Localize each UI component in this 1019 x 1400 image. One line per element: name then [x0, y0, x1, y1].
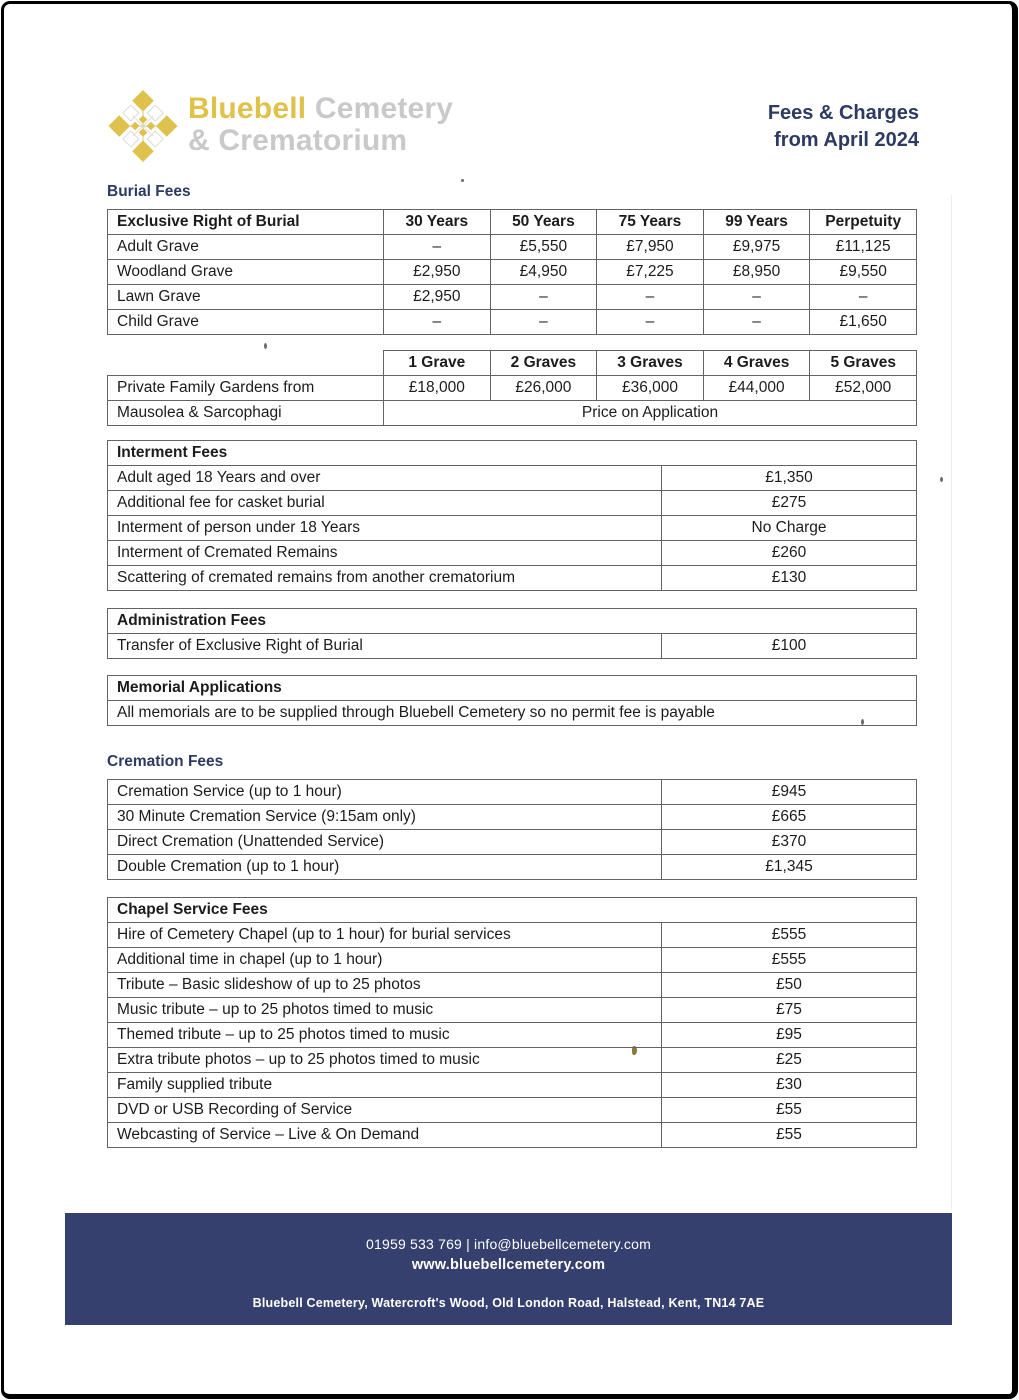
column-header: 30 Years [384, 210, 491, 235]
fee-value: £75 [662, 998, 917, 1023]
fee-value: £95 [662, 1023, 917, 1048]
fee-value: £9,975 [703, 235, 810, 260]
fee-row [108, 830, 917, 855]
fee-row [108, 1073, 917, 1098]
column-header: 50 Years [490, 210, 597, 235]
fee-row [108, 948, 917, 973]
fee-value: £50 [662, 973, 917, 998]
table-title-row [108, 898, 917, 923]
fee-label: Cremation Service (up to 1 hour) [108, 780, 662, 805]
fee-row [108, 491, 917, 516]
fee-value: £5,550 [490, 235, 597, 260]
fee-label: Themed tribute – up to 25 photos timed to music [108, 1023, 662, 1048]
fee-label: Extra tribute photos – up to 25 photos timed to music [108, 1048, 662, 1073]
fee-value: £1,350 [662, 466, 917, 491]
fee-value: £555 [662, 948, 917, 973]
fee-value: £2,950 [384, 285, 491, 310]
fee-row [108, 285, 917, 310]
fee-value: £7,950 [597, 235, 704, 260]
table-title-row [108, 609, 917, 634]
fee-value: – [597, 285, 704, 310]
fee-label: Double Cremation (up to 1 hour) [108, 855, 662, 880]
fee-value: – [490, 285, 597, 310]
note-row [108, 701, 917, 726]
fee-row [108, 466, 917, 491]
footer-contact-line: 01959 533 769 | info@bluebellcemetery.com [366, 1236, 651, 1252]
fee-value: £1,650 [810, 310, 917, 335]
fee-row [108, 1123, 917, 1148]
scan-speck [940, 477, 943, 482]
fee-label: Interment of person under 18 Years [108, 516, 662, 541]
column-header: 2 Graves [490, 351, 597, 376]
table-title-row [108, 676, 917, 701]
fee-label: Child Grave [108, 310, 384, 335]
fee-row [108, 516, 917, 541]
fee-value: £26,000 [490, 376, 597, 401]
fee-value: – [597, 310, 704, 335]
gold-flower-cross-icon [107, 88, 179, 168]
column-header: Exclusive Right of Burial [108, 210, 384, 235]
fee-label: Family supplied tribute [108, 1073, 662, 1098]
fee-row [108, 1023, 917, 1048]
fee-value: £4,950 [490, 260, 597, 285]
document-page [107, 0, 919, 1148]
column-header: 99 Years [703, 210, 810, 235]
fee-label: DVD or USB Recording of Service [108, 1098, 662, 1123]
memorial-applications-table [107, 675, 917, 726]
fee-value: £36,000 [597, 376, 704, 401]
fee-row [108, 973, 917, 998]
fee-label: Webcasting of Service – Live & On Demand [108, 1123, 662, 1148]
fee-value: £52,000 [810, 376, 917, 401]
administration-fees-table [107, 608, 917, 659]
fee-row [108, 566, 917, 591]
fee-row [108, 998, 917, 1023]
fee-value: £55 [662, 1123, 917, 1148]
fee-label: 30 Minute Cremation Service (9:15am only) [108, 805, 662, 830]
column-header: 75 Years [597, 210, 704, 235]
fee-label: Scattering of cremated remains from another crematorium [108, 566, 662, 591]
fee-label: Woodland Grave [108, 260, 384, 285]
document-header [107, 88, 919, 168]
table-title-row [108, 441, 917, 466]
fee-value: £8,950 [703, 260, 810, 285]
cremation-fees-heading: Cremation Fees [107, 753, 224, 770]
table-title: Chapel Service Fees [108, 898, 917, 923]
column-header: 4 Graves [703, 351, 810, 376]
fee-value: £555 [662, 923, 917, 948]
fee-value: Price on Application [384, 401, 917, 426]
fee-value: £11,125 [810, 235, 917, 260]
footer-address: Bluebell Cemetery, Watercroft's Wood, Old London Road, Halstead, Kent, TN14 7AE [252, 1296, 765, 1310]
fee-row [108, 1048, 917, 1073]
fee-value: £275 [662, 491, 917, 516]
brand-line-1 [188, 93, 453, 125]
fee-label: Tribute – Basic slideshow of up to 25 photos [108, 973, 662, 998]
brand-wordmark [188, 93, 453, 168]
fee-row [108, 634, 917, 659]
fee-value: – [703, 310, 810, 335]
fee-row [108, 260, 917, 285]
fee-value: £2,950 [384, 260, 491, 285]
footer-band [65, 1213, 952, 1325]
fee-value: £30 [662, 1073, 917, 1098]
fee-value: – [703, 285, 810, 310]
table-title: Administration Fees [108, 609, 917, 634]
interment-fees-table [107, 440, 917, 591]
fee-label: Transfer of Exclusive Right of Burial [108, 634, 662, 659]
table-header-row [108, 210, 917, 235]
burial-fees-table [107, 209, 917, 335]
fee-label: Private Family Gardens from [108, 376, 384, 401]
fee-value: £44,000 [703, 376, 810, 401]
footer-website: www.bluebellcemetery.com [411, 1257, 606, 1273]
fee-value: £260 [662, 541, 917, 566]
fee-row [108, 376, 917, 401]
fee-label: Adult aged 18 Years and over [108, 466, 662, 491]
brand-primary: Bluebell [188, 92, 307, 125]
fee-value: £130 [662, 566, 917, 591]
fee-label: Additional time in chapel (up to 1 hour) [108, 948, 662, 973]
fee-row [108, 805, 917, 830]
fee-label: Music tribute – up to 25 photos timed to music [108, 998, 662, 1023]
fee-value: – [384, 310, 491, 335]
blank-cell [108, 351, 384, 376]
fee-value: No Charge [662, 516, 917, 541]
fee-value: – [490, 310, 597, 335]
brand-line-2: & Crematorium [188, 124, 408, 157]
fee-row [108, 1098, 917, 1123]
fee-value: £100 [662, 634, 917, 659]
table-header-row [108, 351, 917, 376]
fee-value: – [384, 235, 491, 260]
document-title [768, 100, 919, 168]
fee-value: £370 [662, 830, 917, 855]
fee-value: – [810, 285, 917, 310]
fee-label: Additional fee for casket burial [108, 491, 662, 516]
document-title-line-2: from April 2024 [774, 129, 919, 151]
table-title: Interment Fees [108, 441, 917, 466]
fee-label: Adult Grave [108, 235, 384, 260]
fee-value: £945 [662, 780, 917, 805]
column-header: Perpetuity [810, 210, 917, 235]
table-title: Memorial Applications [108, 676, 917, 701]
fee-row [108, 235, 917, 260]
fee-value: £18,000 [384, 376, 491, 401]
fee-label: Mausolea & Sarcophagi [108, 401, 384, 426]
column-header: 5 Graves [810, 351, 917, 376]
fee-label: Lawn Grave [108, 285, 384, 310]
chapel-service-fees-table [107, 897, 917, 1148]
table-note: All memorials are to be supplied through Bluebell Cemetery so no permit fee is payable [108, 701, 917, 726]
document-title-line-1: Fees & Charges [767, 102, 919, 124]
fee-row [108, 541, 917, 566]
burial-fees-heading: Burial Fees [107, 183, 191, 200]
fee-label: Direct Cremation (Unattended Service) [108, 830, 662, 855]
fee-row [108, 855, 917, 880]
fee-label: Interment of Cremated Remains [108, 541, 662, 566]
fee-label: Hire of Cemetery Chapel (up to 1 hour) for burial services [108, 923, 662, 948]
fee-row [108, 780, 917, 805]
fee-row [108, 310, 917, 335]
fee-value: £665 [662, 805, 917, 830]
fee-value: £7,225 [597, 260, 704, 285]
brand-secondary: Cemetery [314, 92, 454, 125]
fee-value: £25 [662, 1048, 917, 1073]
fee-value: £1,345 [662, 855, 917, 880]
brand-logo [107, 88, 453, 168]
fee-row [108, 923, 917, 948]
cremation-fees-table [107, 779, 917, 880]
column-header: 3 Graves [597, 351, 704, 376]
fee-value: £55 [662, 1098, 917, 1123]
scan-artifact-line [951, 195, 952, 1210]
fee-row [108, 401, 917, 426]
family-gardens-table [107, 350, 917, 426]
fee-value: £9,550 [810, 260, 917, 285]
column-header: 1 Grave [384, 351, 491, 376]
